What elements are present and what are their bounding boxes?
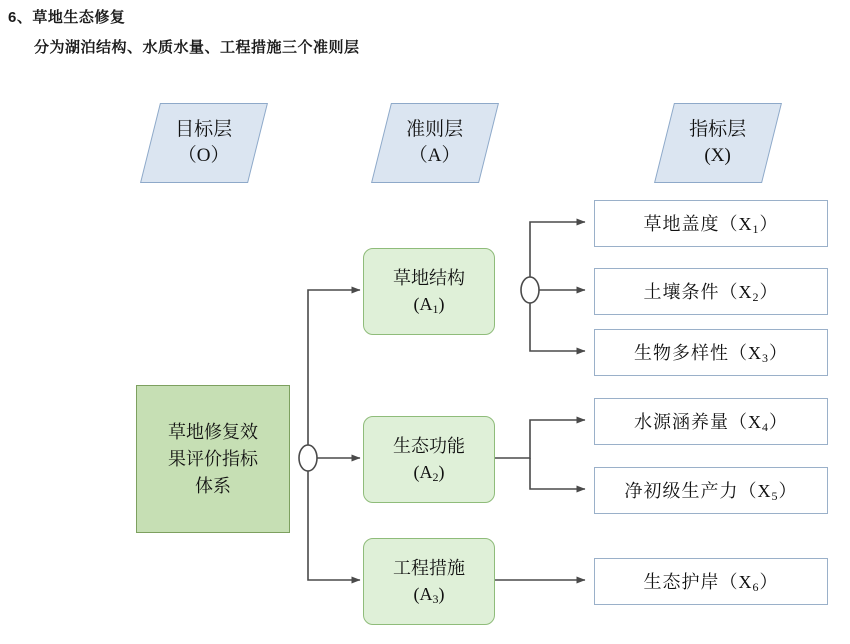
indicator-coverage-sub: 1 xyxy=(752,222,760,236)
criteria-layer-header-line1: 准则层 xyxy=(406,119,464,141)
indicator-revetment-sub: 6 xyxy=(752,580,760,594)
indicator-soil-label xyxy=(644,278,779,305)
criteria-function-code-letter: A xyxy=(419,461,433,482)
goal-layer-header xyxy=(140,103,268,183)
criteria-function-code: $(A_2)$ xyxy=(413,461,445,484)
indicator-biodiversity-text: 生物多样性（X xyxy=(634,343,762,363)
indicator-layer-header-line1: 指标层 xyxy=(689,119,747,141)
criteria-function[interactable] xyxy=(363,416,495,503)
criteria-measures-text xyxy=(393,555,465,608)
indicator-water[interactable] xyxy=(594,398,828,445)
indicator-coverage-text: 草地盖度（X xyxy=(643,214,753,234)
goal-line-1: 草地修复效 xyxy=(168,421,258,442)
criteria-measures-label: 工程措施 xyxy=(393,557,465,578)
indicator-productivity[interactable] xyxy=(594,467,828,514)
indicator-water-tail: ） xyxy=(769,412,788,432)
criteria-structure-label: 草地结构 xyxy=(393,267,465,288)
goal-layer-header-line1: 目标层 xyxy=(175,119,233,141)
indicator-soil[interactable] xyxy=(594,268,828,315)
indicator-layer-header-line2: (X) xyxy=(704,145,732,166)
criteria-measures[interactable] xyxy=(363,538,495,625)
indicator-water-label xyxy=(634,408,788,435)
indicator-layer-header xyxy=(654,103,782,183)
criteria-structure[interactable] xyxy=(363,248,495,335)
indicator-biodiversity[interactable] xyxy=(594,329,828,376)
criteria-function-label: 生态功能 xyxy=(393,435,465,456)
indicator-revetment-label xyxy=(644,568,779,595)
indicator-soil-text: 土壤条件（X xyxy=(643,282,753,302)
indicator-coverage-tail: ） xyxy=(759,214,779,234)
indicator-productivity-label xyxy=(625,477,798,504)
criteria-layer-header xyxy=(371,103,499,183)
page-subtitle: 分为湖泊结构、水质水量、工程措施三个准则层 xyxy=(34,39,360,56)
indicator-water-text: 水源涵养量（X xyxy=(634,412,762,432)
indicator-water-sub: 4 xyxy=(762,420,769,434)
indicator-revetment-text: 生态护岸（X xyxy=(643,572,753,592)
indicator-biodiversity-tail: ） xyxy=(769,343,788,363)
indicator-layer-header-text xyxy=(689,117,746,168)
indicator-productivity-sub: 5 xyxy=(771,489,779,503)
goal-box[interactable] xyxy=(136,385,290,533)
criteria-structure-code: $(A_1)$ xyxy=(413,293,445,316)
indicator-revetment-tail: ） xyxy=(759,572,779,592)
criteria-measures-code-sub: 3 xyxy=(432,591,439,606)
goal-layer-header-text xyxy=(175,117,232,168)
goal-layer-header-line2: （O） xyxy=(178,145,230,166)
criteria-function-code-sub: 2 xyxy=(432,469,439,484)
indicator-productivity-tail: ） xyxy=(778,481,798,501)
criteria-layer-header-line2: （A） xyxy=(409,145,461,166)
indicator-biodiversity-label xyxy=(634,339,788,366)
criteria-structure-code-letter: A xyxy=(419,293,433,314)
goal-box-text xyxy=(168,419,258,500)
criteria-function-text xyxy=(393,433,465,486)
goal-line-3: 体系 xyxy=(195,475,231,496)
criteria-measures-code: $(A_3)$ xyxy=(413,583,445,606)
indicator-coverage[interactable] xyxy=(594,200,828,247)
indicator-coverage-label xyxy=(644,210,779,237)
criteria-measures-code-letter: A xyxy=(419,583,433,604)
criteria-structure-text xyxy=(393,265,465,318)
indicator-productivity-text: 净初级生产力（X xyxy=(624,481,772,501)
goal-line-2: 果评价指标 xyxy=(168,448,258,469)
indicator-biodiversity-sub: 3 xyxy=(762,351,769,365)
page-title: 6、草地生态修复 xyxy=(8,9,126,26)
indicator-soil-sub: 2 xyxy=(752,290,760,304)
criteria-layer-header-text xyxy=(406,117,463,168)
indicator-revetment[interactable] xyxy=(594,558,828,605)
indicator-soil-tail: ） xyxy=(759,282,779,302)
criteria-structure-code-sub: 1 xyxy=(432,301,439,316)
